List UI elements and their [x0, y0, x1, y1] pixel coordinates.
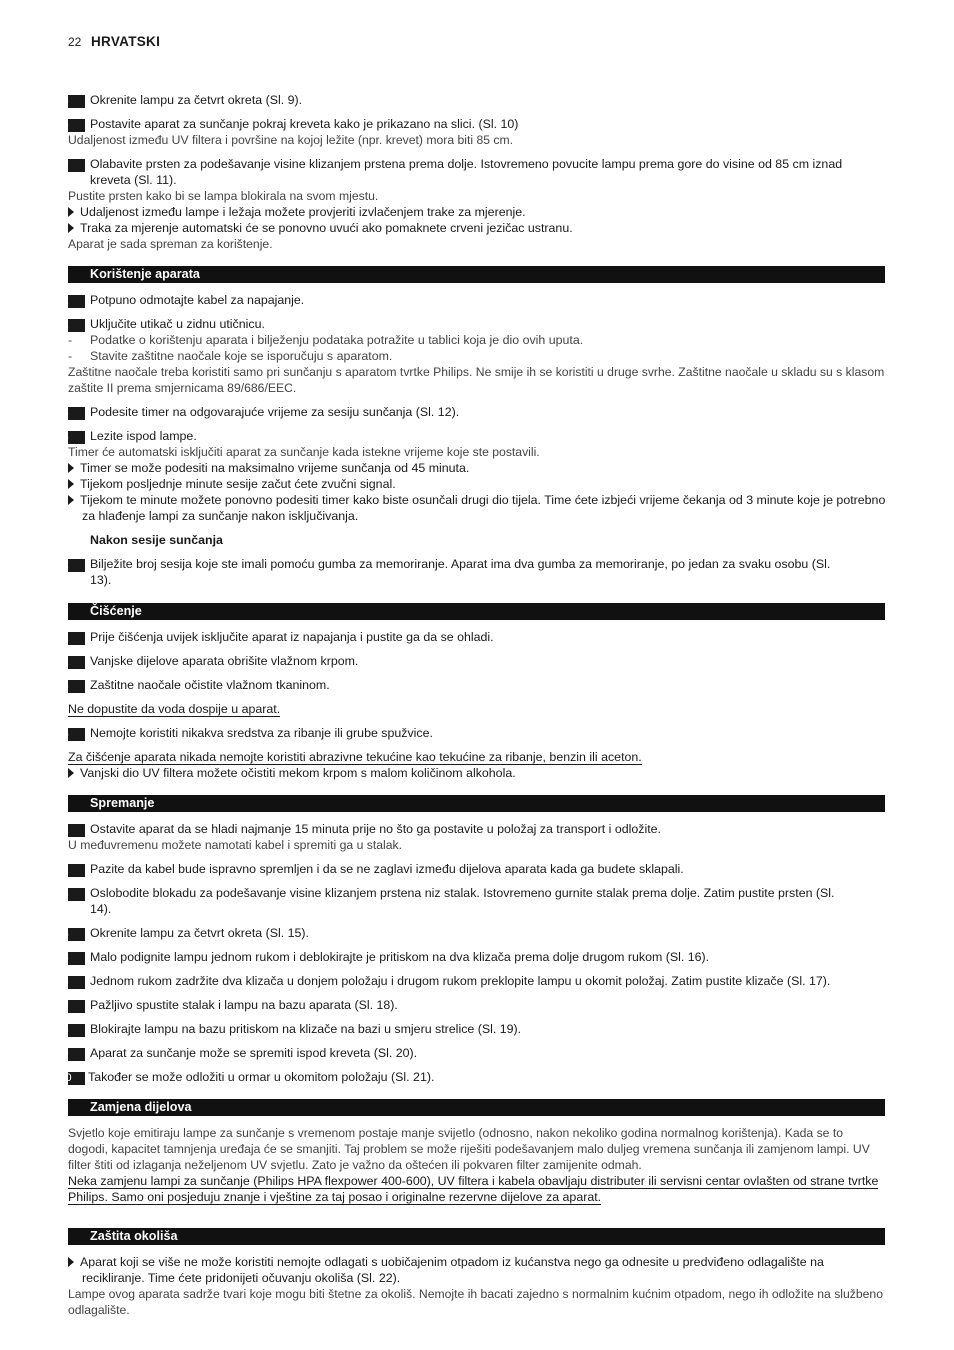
- section-header-cleaning: Čišćenje: [68, 603, 885, 620]
- step-text: Olabavite prsten za podešavanje visine klizanjem prstena prema dolje. Istovremeno povucite lampu prema gore do visine od 85 cm iznad kreveta (Sl. 11).: [90, 157, 843, 187]
- step-text: Ostavite aparat da se hladi najmanje 15 minuta prije no što ga postavite u položaj za transport i odložite.: [90, 822, 661, 836]
- bullet-text: Tijekom te minute možete ponovno podesiti timer kako biste osunčali drugi dio tijela. Time ćete izbjeći vrijeme čekanja od 3 minute koje je potrebno za hlađenje lampi za sunčanje nakon isključivanja.: [80, 493, 886, 523]
- bullet-text: Tijekom posljednje minute sesije začut ćete zvučni signal.: [80, 477, 396, 491]
- use-step-2: [62, 316, 886, 332]
- store-step-1: [62, 821, 886, 837]
- use-bullet-2: [68, 476, 886, 492]
- bullet-arrow-icon: [68, 495, 74, 505]
- storage-section: [59, 821, 886, 1085]
- step-text: Oslobodite blokadu za podešavanje visine klizanjem prstena niz stalak. Istovremeno gurnite stalak prema dolje. Zatim pustite prsten (Sl. 14).: [90, 886, 835, 916]
- page-number: 22: [68, 35, 82, 49]
- store-step-9: [62, 1045, 886, 1061]
- clean-step-3: [62, 677, 886, 693]
- step-number: 2: [68, 319, 85, 332]
- bullet-arrow-icon: [68, 479, 74, 489]
- warning-text: Ne dopustite da voda dospije u aparat.: [68, 702, 281, 716]
- clean-warning-1: [68, 701, 886, 717]
- replacement-warning: [68, 1173, 886, 1205]
- bullet-arrow-icon: [68, 463, 74, 473]
- step-number: 3: [68, 888, 85, 901]
- step-number: 8: [68, 1024, 85, 1037]
- step-number: 1: [68, 559, 85, 572]
- step-text: Podesite timer na odgovarajuće vrijeme za sesiju sunčanja (Sl. 12).: [90, 405, 460, 419]
- language-heading: HRVATSKI: [90, 34, 161, 49]
- setup-bullet-2: [68, 220, 886, 236]
- use-step-4: [62, 428, 886, 444]
- step-text: Potpuno odmotajte kabel za napajanje.: [90, 293, 305, 307]
- store-step-6: [62, 973, 886, 989]
- store-step-4: [62, 925, 886, 941]
- step-number: 6: [68, 119, 85, 132]
- store-step-1-note: U međuvremenu možete namotati kabel i spremiti ga u stalak.: [68, 838, 402, 852]
- use-step-3: [62, 404, 886, 420]
- store-step-2: [62, 861, 886, 877]
- step-text: Pazite da kabel bude ispravno spremljen i da se ne zaglavi između dijelova aparata kada ga budete sklapali.: [90, 862, 684, 876]
- step-text: Bilježite broj sesija koje ste imali pomoću gumba za memoriranje. Aparat ima dva gumba za memoriranje, po jedan za svaku osobu (Sl. 13).: [90, 557, 831, 587]
- bullet-text: Vanjski dio UV filtera možete očistiti mekom krpom s malom količinom alkohola.: [80, 766, 516, 780]
- step-text: Također se može odložiti u ormar u okomitom položaju (Sl. 21).: [88, 1070, 435, 1084]
- dash-marker: -: [68, 349, 73, 363]
- bullet-text: Aparat koji se više ne može koristiti nemojte odlagati s uobičajenim otpadom iz kućanstva nego ga odnesite u predviđeno odlagalište na recikliranje. Time ćete pridonijeti očuvanju okoliša (Sl. 22).: [80, 1255, 824, 1285]
- store-step-3: [62, 885, 850, 917]
- setup-ready-note: Aparat je sada spreman za korištenje.: [68, 237, 273, 251]
- step-number: 1: [68, 632, 85, 645]
- step-text: Aparat za sunčanje može se spremiti ispod kreveta (Sl. 20).: [90, 1046, 418, 1060]
- section-header-storage: Spremanje: [68, 795, 885, 812]
- use-bullet-3: [68, 492, 886, 524]
- clean-step-2: [62, 653, 886, 669]
- step-number: 5: [68, 95, 85, 108]
- step-text: Zaštitne naočale očistite vlažnom tkaninom.: [90, 678, 330, 692]
- step-number: 10: [68, 1072, 85, 1085]
- setup-step-7: [62, 156, 886, 188]
- dash-text: Podatke o korištenju aparata i bilježenju podataka potražite u tablici koja je dio ovih uputa.: [90, 333, 584, 347]
- replacement-section: [68, 1125, 886, 1205]
- setup-bullet-1: [68, 204, 886, 220]
- setup-step-7-note: Pustite prsten kako bi se lampa blokirala na svom mjestu.: [68, 189, 379, 203]
- setup-section: [62, 92, 886, 252]
- env-note: Lampe ovog aparata sadrže tvari koje mogu biti štetne za okoliš. Nemojte ih bacati zajedno s normalnim kućnim otpadom, nego ih odložite na službeno odlagalište.: [68, 1287, 883, 1317]
- page-header: [68, 34, 160, 49]
- clean-bullet-1: [68, 765, 886, 781]
- step-number: 1: [68, 295, 85, 308]
- step-text: Malo podignite lampu jednom rukom i deblokirajte je pritiskom na dva klizača prema dolje drugom rukom (Sl. 16).: [90, 950, 710, 964]
- after-step-1: [62, 556, 850, 588]
- step-text: Jednom rukom zadržite dva klizača u donjem položaju i drugom rukom preklopite lampu u okomit položaj. Zatim pustite klizače (Sl. 17).: [90, 974, 831, 988]
- step-text: Nemojte koristiti nikakva sredstva za ribanje ili grube spužvice.: [90, 726, 433, 740]
- step-text: Okrenite lampu za četvrt okreta (Sl. 15).: [90, 926, 309, 940]
- step-text: Lezite ispod lampe.: [90, 429, 197, 443]
- step-text: Okrenite lampu za četvrt okreta (Sl. 9).: [90, 93, 303, 107]
- bullet-text: Udaljenost između lampe i ležaja možete provjeriti izvlačenjem trake za mjerenje.: [80, 205, 526, 219]
- dash-text: Stavite zaštitne naočale koje se isporučuju s aparatom.: [90, 349, 393, 363]
- clean-warning-2: [68, 749, 886, 765]
- use-section: [62, 292, 886, 588]
- step-text: Prije čišćenja uvijek isključite aparat iz napajanja i pustite ga da se ohladi.: [90, 630, 494, 644]
- step-number: 6: [68, 976, 85, 989]
- bullet-arrow-icon: [68, 1257, 74, 1267]
- step-number: 1: [68, 824, 85, 837]
- use-dash-2: [68, 348, 886, 364]
- store-step-8: [62, 1021, 886, 1037]
- step-number: 4: [68, 928, 85, 941]
- clean-step-1: [62, 629, 886, 645]
- bullet-arrow-icon: [68, 768, 74, 778]
- step-number: 3: [68, 407, 85, 420]
- step-number: 7: [68, 1000, 85, 1013]
- step-number: 4: [68, 728, 85, 741]
- step-number: 7: [68, 159, 85, 172]
- after-session-heading: Nakon sesije sunčanja: [90, 533, 223, 547]
- use-step-4-note: Timer će automatski isključiti aparat za sunčanje kada istekne vrijeme koje ste postavili.: [68, 445, 540, 459]
- store-step-10: [59, 1069, 886, 1085]
- step-text: Blokirajte lampu na bazu pritiskom na klizače na bazi u smjeru strelice (Sl. 19).: [90, 1022, 522, 1036]
- bullet-arrow-icon: [68, 223, 74, 233]
- step-text: Uključite utikač u zidnu utičnicu.: [90, 317, 265, 331]
- step-text: Postavite aparat za sunčanje pokraj kreveta kako je prikazano na slici. (Sl. 10): [90, 117, 519, 131]
- section-header-use: Korištenje aparata: [68, 266, 885, 283]
- step-number: 2: [68, 864, 85, 877]
- setup-step-5: [62, 92, 886, 108]
- use-glasses-note: Zaštitne naočale treba koristiti samo pri sunčanju s aparatom tvrtke Philips. Ne smije ih se koristiti u druge svrhe. Zaštitne naočale u skladu su s klasom zaštite II prema smjernicama 89/686/EEC.: [68, 365, 885, 395]
- step-number: 5: [68, 952, 85, 965]
- dash-marker: -: [68, 333, 73, 347]
- cleaning-section: [62, 629, 886, 781]
- step-number: 3: [68, 680, 85, 693]
- environment-section: [68, 1254, 886, 1318]
- step-text: Vanjske dijelove aparata obrišite vlažnom krpom.: [90, 654, 359, 668]
- setup-step-6-note: Udaljenost između UV filtera i površine na kojoj ležite (npr. krevet) mora biti 85 cm.: [68, 133, 514, 147]
- warning-text: Za čišćenje aparata nikada nemojte koristiti abrazivne tekućine kao tekućine za ribanje, benzin ili aceton.: [68, 750, 642, 764]
- bullet-text: Traka za mjerenje automatski će se ponovno uvući ako pomaknete crveni jezičac ustranu.: [80, 221, 573, 235]
- step-number: 2: [68, 656, 85, 669]
- warning-text: Neka zamjenu lampi za sunčanje (Philips HPA flexpower 400-600), UV filtera i kabela obavljaju distributer ili servisni centar ovlašten od strane tvrtke Philips. Samo oni posjeduju znanje i vještine za taj posao i originalne rezervne dijelove za aparat.: [68, 1174, 879, 1204]
- replacement-paragraph: Svjetlo koje emitiraju lampe za sunčanje s vremenom postaje manje svijetlo (odnosno, nakon nekoliko godina normalnog korištenja). Kada se to dogodi, kapacitet tamnjenja uređaja će se smanjiti. Taj problem se može riješiti podešavanjem malo duljeg vremena sunčanja ili zamjenom lampi. UV filter štiti od izlaganja neželjenom UV svjetlu. Zato je važno da oštećen ili pokvaren filter zamijenite odmah.: [68, 1126, 870, 1172]
- clean-step-4: [62, 725, 886, 741]
- step-number: 9: [68, 1048, 85, 1061]
- store-step-7: [62, 997, 886, 1013]
- section-header-replacement: Zamjena dijelova: [68, 1099, 885, 1116]
- section-header-environment: Zaštita okoliša: [68, 1228, 885, 1245]
- use-step-1: [62, 292, 886, 308]
- step-number: 4: [68, 431, 85, 444]
- bullet-text: Timer se može podesiti na maksimalno vrijeme sunčanja od 45 minuta.: [80, 461, 470, 475]
- env-bullet-1: [68, 1254, 886, 1286]
- use-bullet-1: [68, 460, 886, 476]
- use-dash-1: [68, 332, 886, 348]
- step-text: Pažljivo spustite stalak i lampu na bazu aparata (Sl. 18).: [90, 998, 398, 1012]
- setup-step-6: [62, 116, 886, 132]
- store-step-5: [62, 949, 886, 965]
- bullet-arrow-icon: [68, 207, 74, 217]
